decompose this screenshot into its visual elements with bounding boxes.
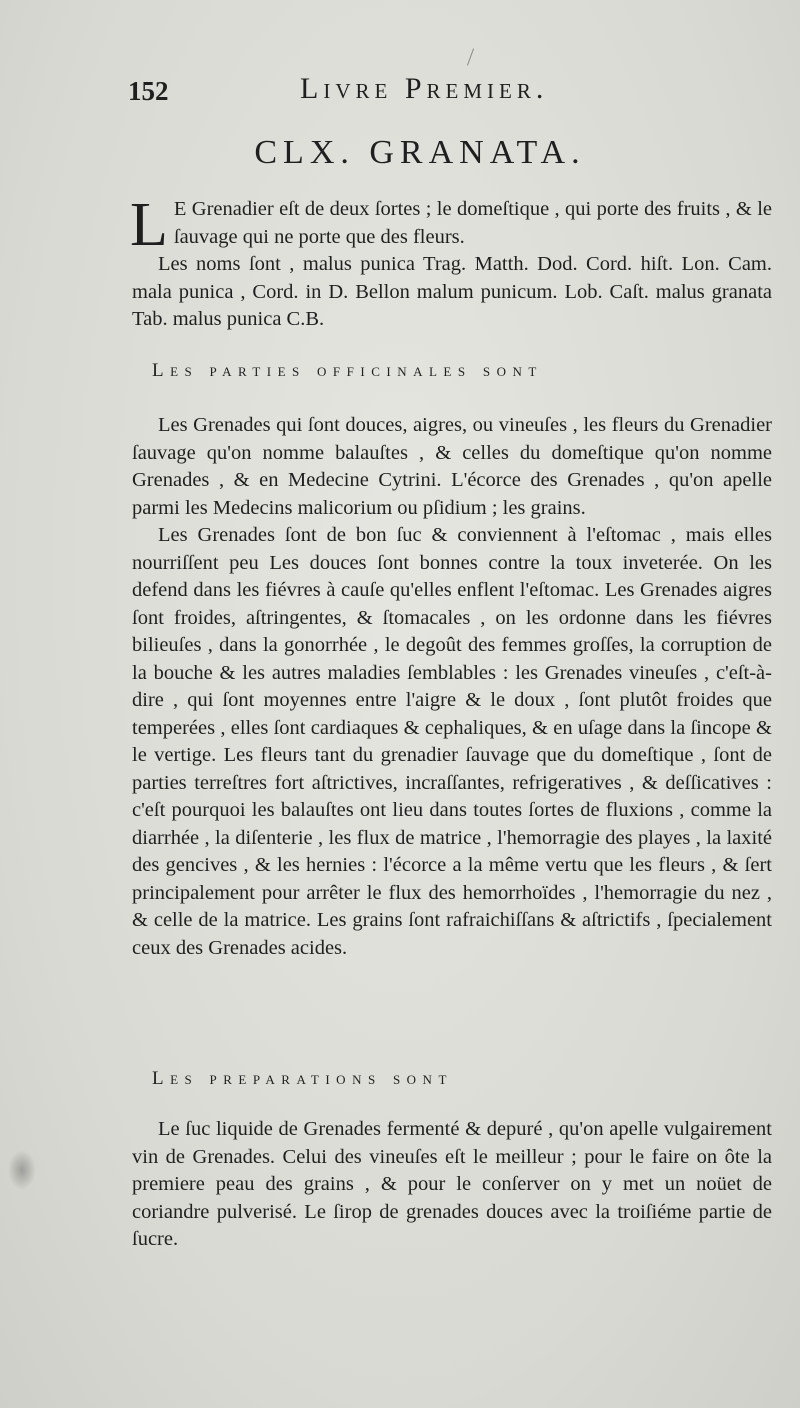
page-stain: [8, 1150, 36, 1190]
preparations-text: [132, 1116, 772, 1254]
preparations-paragraph: Le ſuc liquide de Grenades fermenté & depuré , qu'on apelle vulgairement vin de Grenades. Celui des vineuſes eſt le meilleur ; pour le faire on ôte la premiere peau des grains , & pour le conſerver on y met un noüet de coriandre pulverisé. Le ſirop de grenades douces avec la troiſiéme partie de ſucre.: [132, 1118, 772, 1250]
ink-mark: [467, 48, 474, 65]
intro-paragraph: [130, 191, 772, 259]
running-head: Livre Premier.: [300, 72, 549, 105]
page-header: [128, 70, 638, 110]
parts-paragraph: Les Grenades qui ſont douces, aigres, ou vineuſes , les fleurs du Grenadier ſauvage qu'on nomme balauſtes , & celles du domeſtique qu'on nomme Grenades , & en Medecine Cytrini. L'écorce des Grenades , qu'on apelle parmi les Medecins malicorium ou pſidium ; les grains.: [132, 414, 772, 519]
names-paragraph: Les noms ſont , malus punica Trag. Matth. Dod. Cord. hiſt. Lon. Cam. mala punica , Cord. in D. Bellon malum punicum. Lob. Caſt. malus granata Tab. malus punica C.B.: [132, 253, 772, 330]
section-heading-preparations: Les preparations sont: [152, 1068, 453, 1089]
intro-text: [130, 191, 772, 334]
parts-text: [132, 412, 772, 962]
chapter-title: CLX. GRANATA.: [254, 134, 586, 171]
section-heading-parts: Les parties officinales sont: [152, 360, 543, 381]
virtues-paragraph: Les Grenades ſont de bon ſuc & conviennent à l'eſtomac , mais elles nourriſſent peu Les douces ſont bonnes contre la toux inveterée. On les defend dans les fiévres à cauſe qu'elles enflent l'eſtomac. Les Grenades aigres ſont froides, aſtringentes, & ſtomacales , on les ordonne dans les fiévres bilieuſes , dans la gonorrhée , le degoût des femmes groſſes, la corruption de la bouche & les autres maladies ſemblables : les Grenades vineuſes , c'eſt-à-dire , qui ſont moyennes entre l'aigre & le doux , ſont plutôt froides que temperées , elles ſont cardiaques & cephaliques, & en uſage dans la ſincope & le vertige. Les fleurs tant du grenadier ſauvage que du domeſtique , ſont de parties terreſtres fort aſtrictives, incraſſantes, refrigeratives , & deſſicatives : c'eſt pourquoi les balauſtes ont lieu dans toutes ſortes de fluxions , comme la diarrhée , la diſenterie , les flux de matrice , l'hemorragie des playes , la laxité des gencives , & les hernies : l'écorce a la même vertu que les fleurs , & ſert principalement pour arrêter le flux des hemorrhoïdes , l'hemorragie du nez , & celle de la matrice. Les grains ſont rafraichiſſans & aſtrictifs , ſpecialement ceux des Grenades acides.: [132, 524, 772, 959]
drop-cap: L: [130, 191, 168, 259]
page-number: 152: [128, 76, 169, 106]
intro-paragraph-text: E Grenadier eſt de deux ſortes ; le domeſtique , qui porte des fruits , & le ſauvage qui ne porte que des fleurs.: [173, 198, 772, 248]
